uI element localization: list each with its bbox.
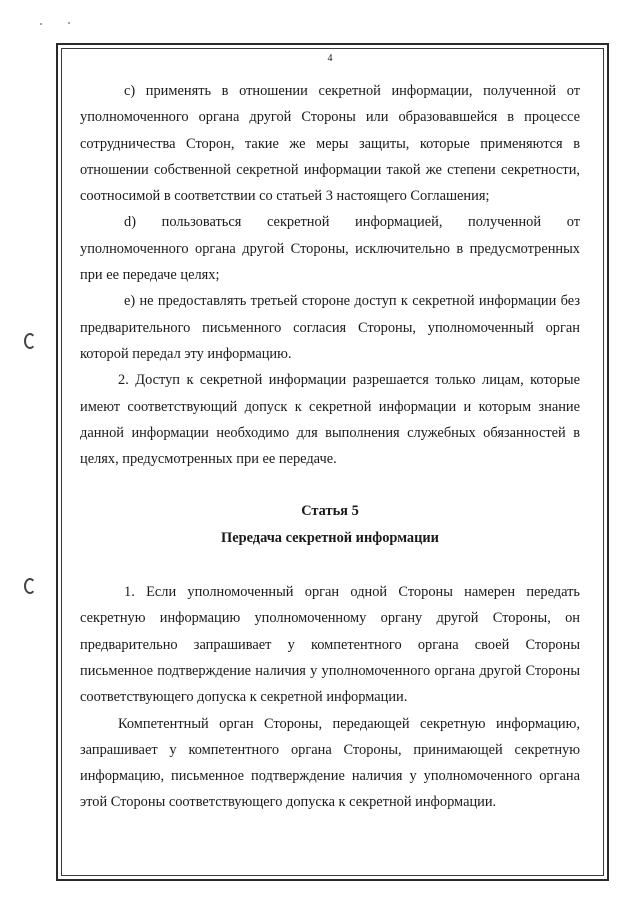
paragraph-2: 2. Доступ к секретной информации разрешается только лицам, которые имеют соответствующий допуск к секретной информации и которым знание данной информации необходимо для выполнения служебных обязанностей в целях, предусмотренных при ее передаче. xyxy=(80,372,580,468)
scan-speck xyxy=(68,22,70,24)
clause-e: e) не предоставлять третьей стороне доступ к секретной информации без предварительного письменного согласия Стороны, уполномоченный орган которой передал эту информацию. xyxy=(80,293,580,362)
article-number: Статья 5 xyxy=(301,503,359,520)
page-number: 4 xyxy=(327,53,333,64)
article-5-paragraph-1: 1. Если уполномоченный орган одной Стороны намерен передать секретную информацию уполномоченному органу другой Стороны, он предварительно запрашивает у компетентного органа своей Стороны письменное подтверждение наличия у уполномоченного органа другой Стороны соответствующего допуска к секретной информации. xyxy=(80,584,580,706)
document-body xyxy=(80,52,580,816)
article-5-paragraph-2: Компетентный орган Стороны, передающей секретную информацию, запрашивает у компетентного органа Стороны, принимающей секретную информацию, письменное подтверждение наличия у уполномоченного органа этой Стороны соответствующего допуска к секретной информации. xyxy=(80,715,580,811)
binder-hole-lower xyxy=(24,578,36,594)
clause-c: c) применять в отношении секретной информации, полученной от уполномоченного органа другой Стороны или образовавшейся в процессе сотрудничества Сторон, такие же меры защиты, которые применяются в отношении собственной секретной информации такой же степени секретности, соотносимой в соответствии со статьей 3 настоящего Соглашения; xyxy=(80,83,580,205)
article-title: Передача секретной информации xyxy=(221,529,439,546)
binder-hole-upper xyxy=(24,333,36,349)
clause-d: d) пользоваться секретной информацией, полученной от уполномоченного органа другой Стороны, исключительно в предусмотренных при ее передаче целях; xyxy=(80,214,580,284)
scan-speck xyxy=(40,23,42,25)
